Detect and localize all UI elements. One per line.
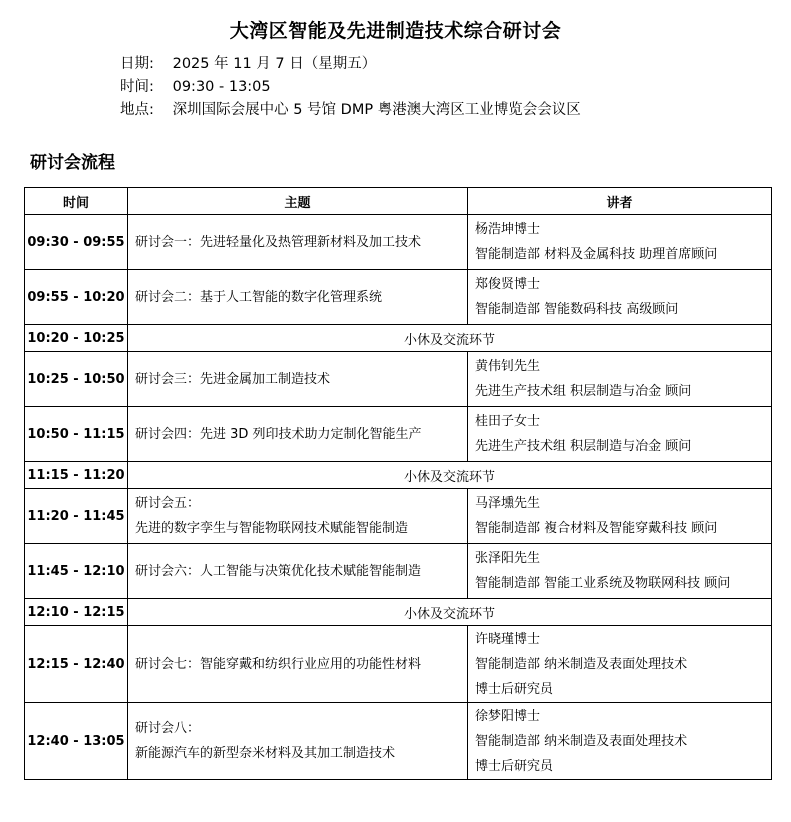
time-cell: 12:40 - 13:05: [25, 703, 128, 780]
session-row: [25, 703, 772, 780]
page-title: 大湾区智能及先进制造技术综合研讨会: [229, 20, 562, 42]
speaker-title: 智能制造部 智能工业系统及物联网科技 顾问: [475, 576, 731, 591]
speaker-cell: [468, 352, 772, 407]
time-cell: 11:15 - 11:20: [25, 462, 128, 489]
break-cell: 小休及交流环节: [128, 599, 772, 626]
date-value: 2025 年 11 月 7 日（星期五）: [172, 56, 377, 72]
speaker-title: 博士后研究员: [475, 681, 554, 697]
speaker-name: 张泽阳先生: [475, 551, 541, 566]
topic-line: 研讨会七：智能穿戴和纺织行业应用的功能性材料: [135, 656, 422, 672]
speaker-title: 智能制造部 纳米制造及表面处理技术: [475, 656, 688, 672]
time-cell: 11:20 - 11:45: [25, 489, 128, 544]
topic-line: 研讨会四：先进 3D 列印技术助力定制化智能生产: [135, 426, 422, 442]
time-cell: 11:45 - 12:10: [25, 544, 128, 599]
topic-line: 研讨会三：先进金属加工制造技术: [135, 371, 331, 387]
speaker-cell: [468, 626, 772, 703]
topic-line: 新能源汽车的新型奈米材料及其加工制造技术: [135, 746, 396, 761]
session-row: [25, 270, 772, 325]
topic-cell: [128, 215, 468, 270]
column-header-speaker: 讲者: [468, 188, 772, 215]
session-row: [25, 352, 772, 407]
venue-label: 地点:: [120, 102, 154, 118]
speaker-name: 桂田子女士: [475, 414, 541, 429]
time-cell: 12:15 - 12:40: [25, 626, 128, 703]
time-line: [120, 76, 581, 99]
time-cell: 10:20 - 10:25: [25, 325, 128, 352]
speaker-title: 智能制造部 纳米制造及表面处理技术: [475, 733, 688, 749]
topic-cell: [128, 270, 468, 325]
column-header-topic: 主题: [128, 188, 468, 215]
speaker-cell: [468, 489, 772, 544]
time-cell: 09:55 - 10:20: [25, 270, 128, 325]
event-details: [120, 53, 581, 122]
topic-line: 研讨会二：基于人工智能的数字化管理系统: [135, 289, 383, 305]
time-cell: 09:30 - 09:55: [25, 215, 128, 270]
column-header-time: 时间: [25, 188, 128, 215]
break-row: [25, 599, 772, 626]
topic-cell: [128, 352, 468, 407]
speaker-cell: [468, 215, 772, 270]
break-row: [25, 325, 772, 352]
topic-line: 研讨会六：人工智能与决策优化技术赋能智能制造: [135, 563, 422, 579]
topic-line: 研讨会一：先进轻量化及热管理新材料及加工技术: [135, 234, 422, 250]
date-label: 日期:: [120, 56, 154, 72]
session-row: [25, 215, 772, 270]
time-label: 时间:: [120, 79, 154, 95]
speaker-name: 徐梦阳博士: [475, 708, 541, 724]
speaker-cell: [468, 270, 772, 325]
break-cell: 小休及交流环节: [128, 325, 772, 352]
time-value: 09:30 - 13:05: [172, 79, 271, 95]
session-row: [25, 489, 772, 544]
time-cell: 12:10 - 12:15: [25, 599, 128, 626]
speaker-title: 智能制造部 智能数码科技 高级顾问: [475, 302, 679, 317]
speaker-name: 杨浩坤博士: [475, 222, 541, 237]
topic-cell: [128, 489, 468, 544]
speaker-title: 博士后研究员: [475, 758, 554, 774]
session-row: [25, 626, 772, 703]
speaker-name: 郑俊贤博士: [475, 277, 541, 292]
topic-line: 研讨会五：: [135, 496, 201, 511]
time-cell: 10:50 - 11:15: [25, 407, 128, 462]
speaker-name: 马泽壎先生: [475, 496, 541, 511]
speaker-title: 智能制造部 材料及金属科技 助理首席顾问: [475, 247, 718, 262]
speaker-name: 许晓瑾博士: [475, 631, 541, 647]
venue-value: 深圳国际会展中心 5 号馆 DMP 粤港澳大湾区工业博览会会议区: [172, 102, 581, 118]
break-cell: 小休及交流环节: [128, 462, 772, 489]
section-heading: 研讨会流程: [30, 153, 115, 173]
break-row: [25, 462, 772, 489]
speaker-name: 黄伟钊先生: [475, 359, 541, 374]
topic-cell: [128, 407, 468, 462]
speaker-title: 先进生产技术组 积层制造与冶金 顾问: [475, 384, 692, 399]
speaker-cell: [468, 407, 772, 462]
speaker-cell: [468, 544, 772, 599]
speaker-title: 智能制造部 複合材料及智能穿戴科技 顾问: [475, 521, 718, 536]
topic-cell: [128, 703, 468, 780]
speaker-title: 先进生产技术组 积层制造与冶金 顾问: [475, 439, 692, 454]
schedule-body: [25, 215, 772, 780]
venue-line: [120, 99, 581, 122]
session-row: [25, 407, 772, 462]
date-line: [120, 53, 581, 76]
session-row: [25, 544, 772, 599]
topic-cell: [128, 544, 468, 599]
topic-cell: [128, 626, 468, 703]
topic-line: 先进的数字孪生与智能物联网技术赋能智能制造: [135, 521, 409, 536]
time-cell: 10:25 - 10:50: [25, 352, 128, 407]
table-header-row: [25, 188, 772, 215]
schedule-table: [24, 187, 772, 780]
topic-line: 研讨会八：: [135, 721, 201, 736]
speaker-cell: [468, 703, 772, 780]
